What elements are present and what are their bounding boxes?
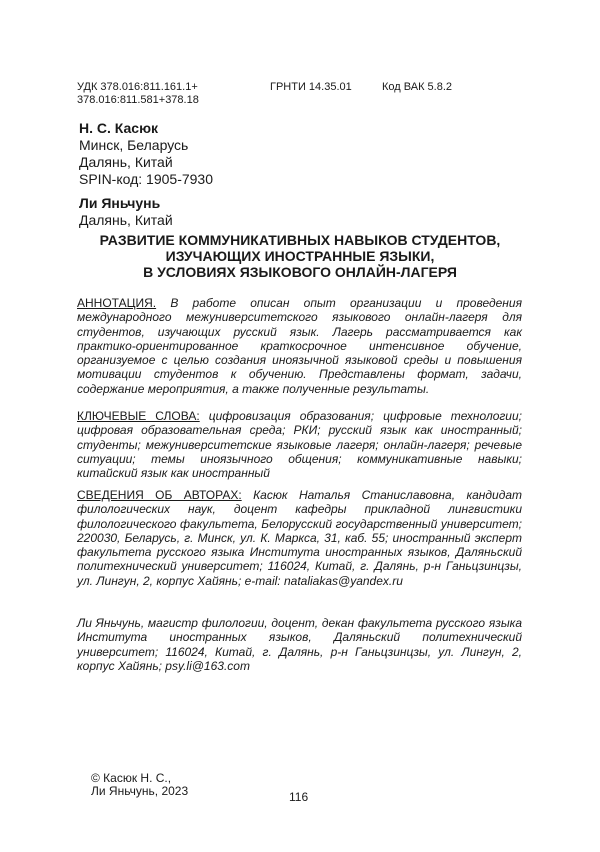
author-2-city: Далянь, Китай [79,212,173,228]
copyright-line-1: © Касюк Н. С., [91,771,172,785]
grnti-code: ГРНТИ 14.35.01 [270,81,352,93]
title-line-2: ИЗУЧАЮЩИХ ИНОСТРАННЫЕ ЯЗЫКИ, [165,248,435,264]
author-2 [79,195,213,229]
udc-line-1: УДК 378.016:811.161.1+ [77,81,198,93]
author-1-spin: SPIN-код: 1905-7930 [79,171,213,187]
abstract [77,296,522,396]
keywords [77,409,522,480]
keywords-label: КЛЮЧЕВЫЕ СЛОВА: [77,409,200,423]
author-info-2-text: Ли Яньчунь, магистр филологии, доцент, декан факультета русского языка Института иностранных языков, Даляньский политехнический университет; 116024, Китай, г. Далянь, р-н Ганьцзинцзы, ул. Лингун, 2, корпус Хайянь; psy.li@163.com [77,616,522,673]
vak-code: Код ВАК 5.8.2 [382,81,452,93]
author-1-name: Н. С. Касюк [79,120,159,136]
author-info-2 [77,616,522,673]
author-info-1 [77,488,522,588]
article-title [60,232,540,280]
abstract-text: В работе описан опыт организации и проведения международного межуниверситетского языкового онлайн-лагеря для студентов, изучающих русский язык. Лагерь рассматривается как практико-ориентированное краткосрочное интенсивное обучение, организуемое с целью создания иноязычной языковой среды и повышения мотивации студентов к обучению. Представлены формат, задачи, содержание мероприятия, а также полученные результаты. [77,296,522,396]
abstract-label: АННОТАЦИЯ. [77,296,157,310]
udc-line-2: 378.016:811.581+378.18 [77,94,199,106]
author-info-1-text: Касюк Наталья Станиславовна, кандидат филологических наук, доцент кафедры прикладной лингвистики филологического факультета, Белорусский государственный университет; 220030, Беларусь, г. Минск, ул. К. Маркса, 31, каб. 55; иностранный эксперт факультета русского языка Института иностранных языков, Даляньский политехнический университет; 116024, Китай, г. Далянь, р-н Ганьцзинцзы, ул. Лингун, 2, корпус Хайянь; e-mail: nataliakas@yandex.ru [77,488,523,588]
author-1-city-2: Далянь, Китай [79,154,173,170]
title-line-1: РАЗВИТИЕ КОММУНИКАТИВНЫХ НАВЫКОВ СТУДЕНТОВ, [99,232,501,248]
author-1 [79,120,213,188]
title-line-3: В УСЛОВИЯХ ЯЗЫКОВОГО ОНЛАЙН-ЛАГЕРЯ [143,264,457,280]
copyright-line-2: Ли Яньчунь, 2023 [91,784,189,798]
copyright [91,772,188,798]
author-info-label: СВЕДЕНИЯ ОБ АВТОРАХ: [77,488,242,502]
page-number: 116 [289,790,309,804]
keywords-text: цифровизация образования; цифровые технологии; цифровая образовательная среда; РКИ; русский язык как иностранный; студенты; межуниверситетские языковые лагеря; онлайн-лагеря; речевые ситуации; темы иноязычного общения; коммуникативные навыки; китайский язык как иностранный [77,409,522,481]
authors-block [79,120,213,229]
author-2-name: Ли Яньчунь [79,195,161,211]
udc-code [77,81,277,107]
author-1-city: Минск, Беларусь [79,137,189,153]
